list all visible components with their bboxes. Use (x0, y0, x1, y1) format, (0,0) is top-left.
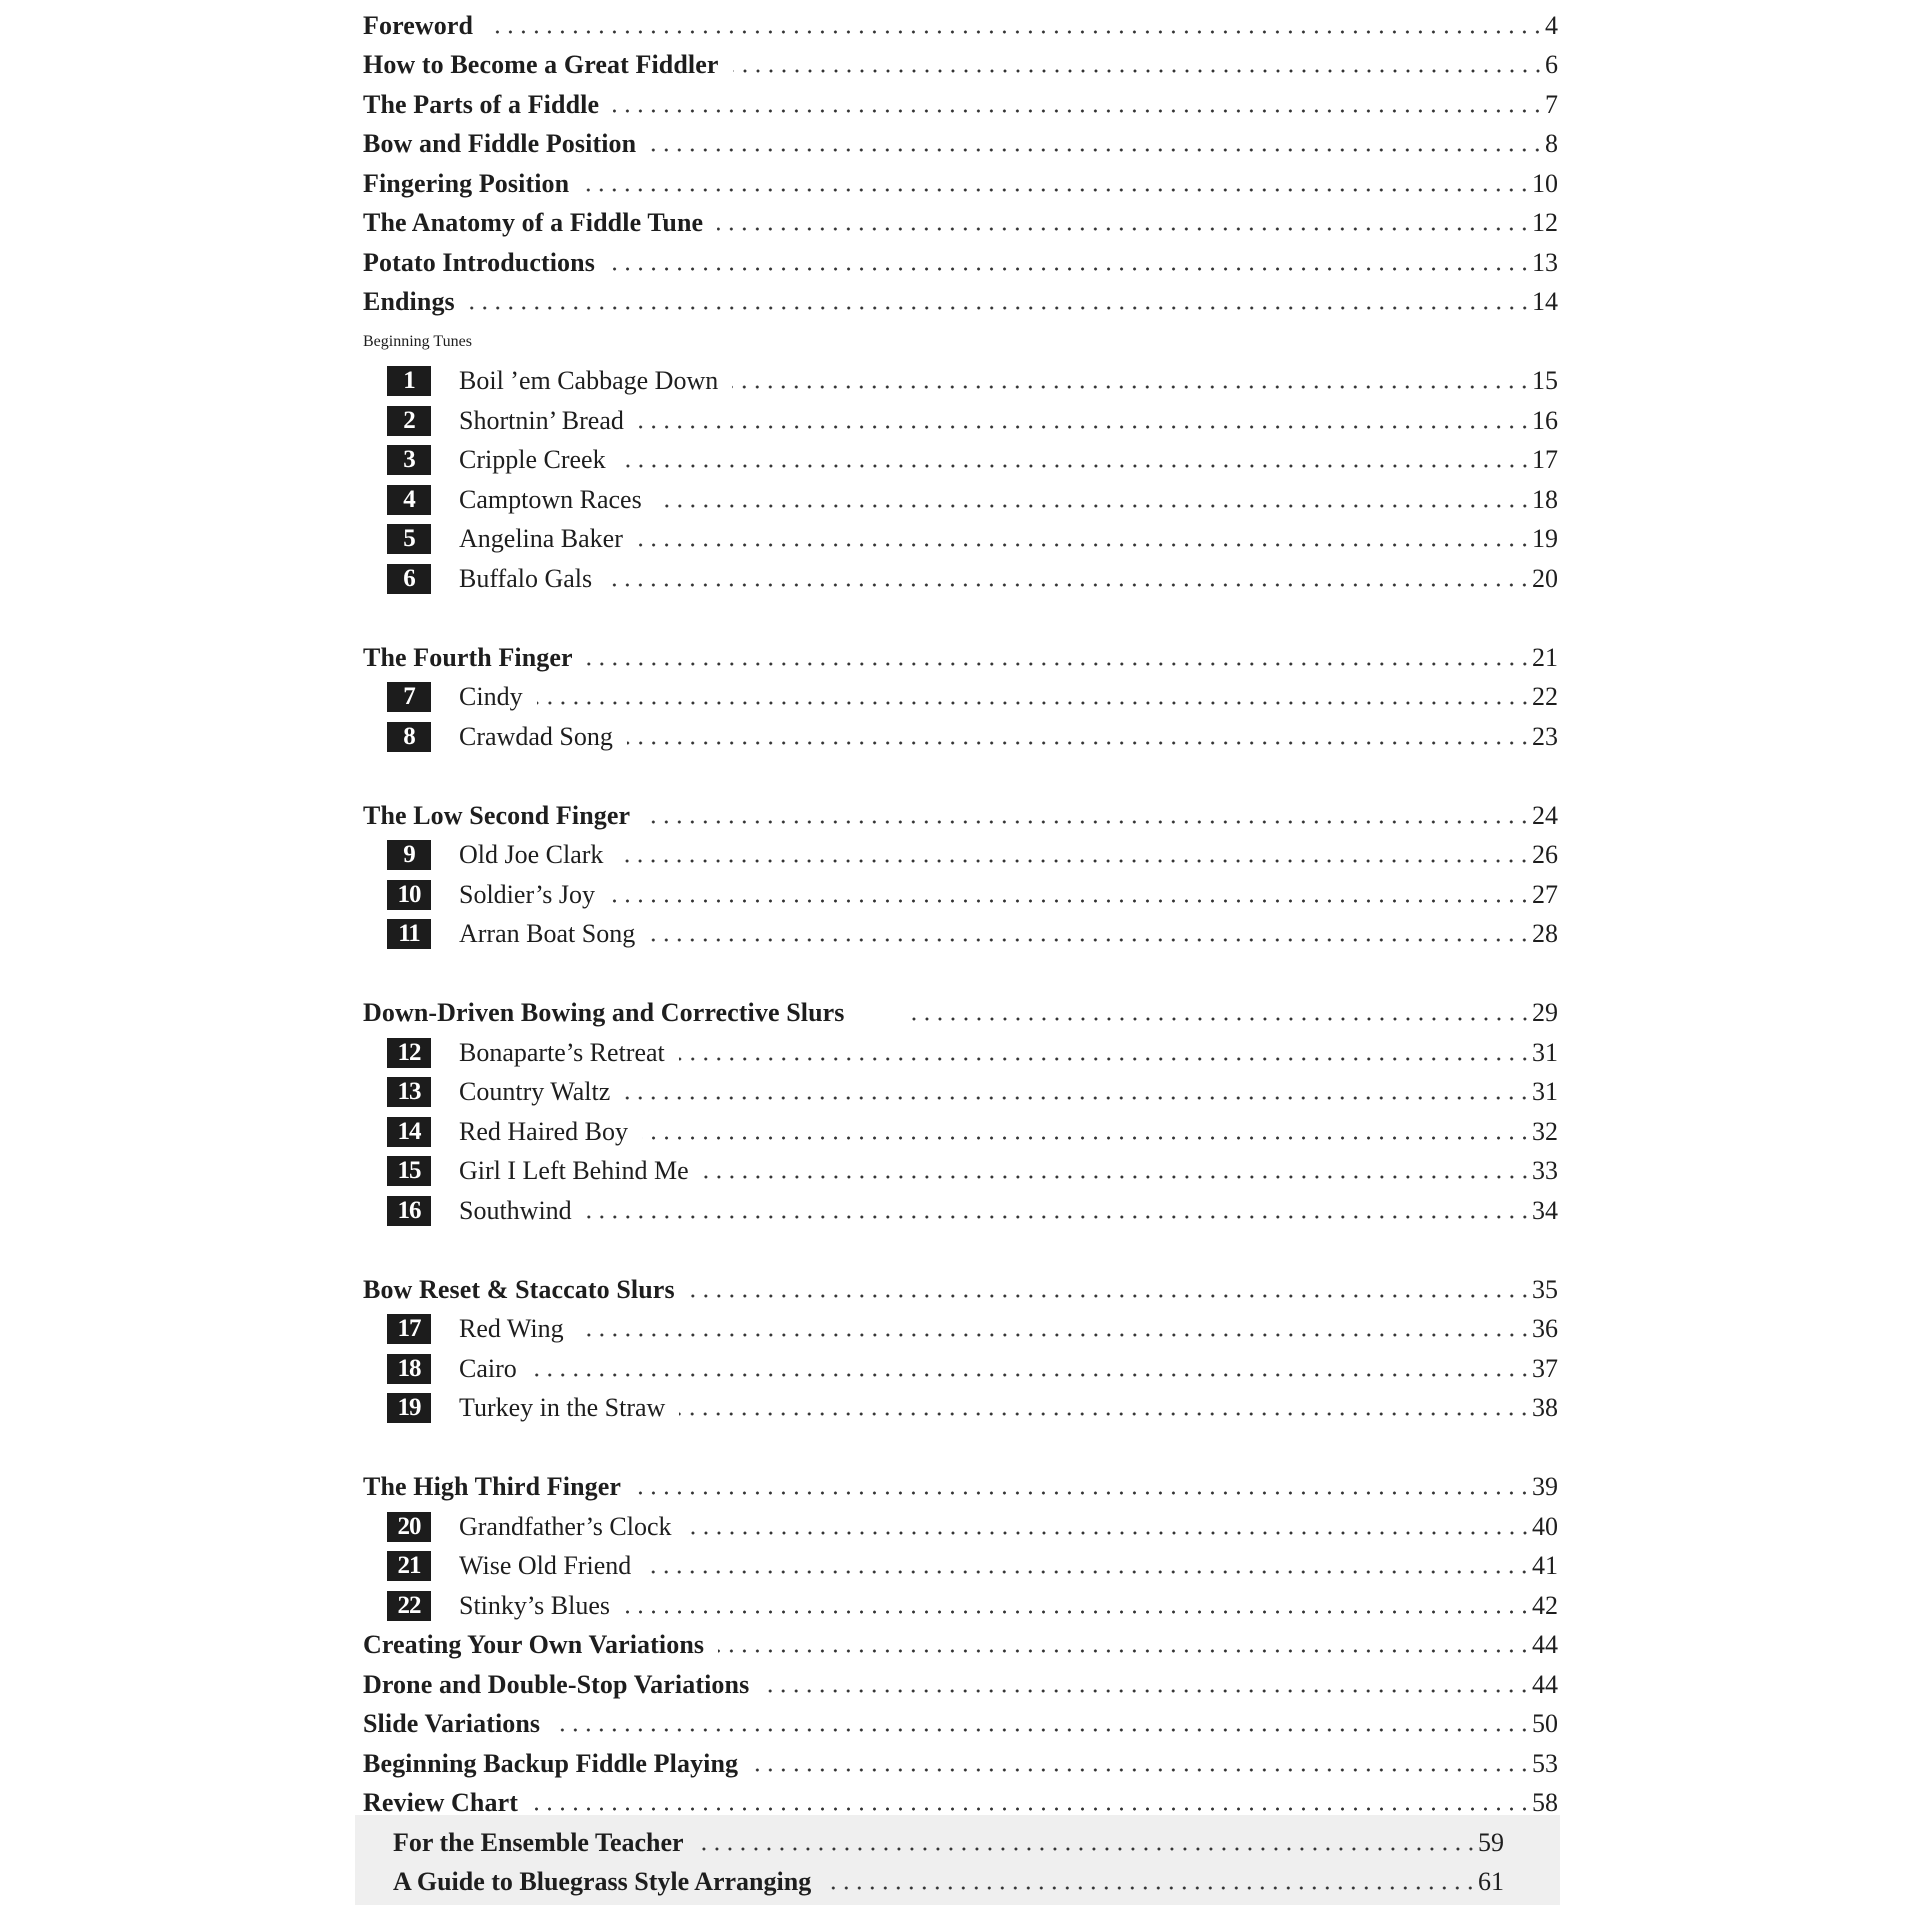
tune-entry[interactable] (363, 1033, 1558, 1073)
page-number: 36 (1532, 1314, 1558, 1344)
tune-entry[interactable] (363, 559, 1558, 599)
dot-leader (606, 582, 1531, 588)
section-heading[interactable] (363, 322, 1558, 362)
entry-title: Bow and Fiddle Position (363, 129, 637, 159)
section-entry[interactable] (363, 283, 1558, 323)
page-number: 14 (1532, 287, 1558, 317)
page-number: 53 (1532, 1748, 1558, 1778)
dot-leader (487, 29, 1544, 35)
dot-leader (656, 503, 1531, 509)
entry-title: The High Third Finger (363, 1472, 622, 1502)
tune-entry[interactable] (363, 1349, 1558, 1389)
page-number: 12 (1532, 208, 1558, 238)
tune-number-badge: 5 (387, 524, 431, 554)
entry-title: Grandfather’s Clock (459, 1511, 672, 1541)
page-number: 22 (1532, 682, 1558, 712)
page-number: 18 (1532, 484, 1558, 514)
tune-entry[interactable] (363, 480, 1558, 520)
dot-leader (686, 1530, 1531, 1536)
tune-number-badge: 22 (387, 1591, 431, 1621)
dot-leader (650, 147, 1544, 153)
entry-title: Girl I Left Behind Me (459, 1156, 689, 1186)
dot-leader (578, 1332, 1531, 1338)
entry-title: Red Wing (459, 1314, 564, 1344)
tune-entry[interactable] (363, 1586, 1558, 1626)
section-entry[interactable] (363, 243, 1558, 283)
dot-leader (698, 1846, 1477, 1852)
page-number: 17 (1532, 445, 1558, 475)
spacer (363, 1428, 1558, 1468)
appendix-entry[interactable] (363, 1863, 1558, 1903)
spacer (363, 954, 1558, 994)
entry-title: Down-Driven Bowing and Corrective Slurs (363, 998, 845, 1028)
tune-number-badge: 10 (387, 880, 431, 910)
page-number: 58 (1532, 1788, 1558, 1818)
entry-title: Endings (363, 287, 455, 317)
entry-title: For the Ensemble Teacher (393, 1827, 684, 1857)
entry-title: Angelina Baker (459, 524, 623, 554)
tune-number-badge: 17 (387, 1314, 431, 1344)
dot-leader (531, 1372, 1531, 1378)
page-number: 4 (1545, 10, 1558, 40)
page-number: 20 (1532, 563, 1558, 593)
dot-leader (752, 1767, 1531, 1773)
page-number: 24 (1532, 800, 1558, 830)
section-entry[interactable] (363, 1468, 1558, 1508)
tune-number-badge: 14 (387, 1117, 431, 1147)
section-entry[interactable] (363, 164, 1558, 204)
table-of-contents (363, 6, 1558, 1902)
entry-title: Creating Your Own Variations (363, 1630, 705, 1660)
section-entry[interactable] (363, 796, 1558, 836)
dot-leader (624, 1609, 1531, 1615)
page-number: 10 (1532, 168, 1558, 198)
dot-leader (905, 1016, 1531, 1022)
tune-number-badge: 16 (387, 1196, 431, 1226)
dot-leader (635, 1490, 1531, 1496)
tune-number-badge: 19 (387, 1393, 431, 1423)
tune-entry[interactable] (363, 1112, 1558, 1152)
dot-leader (624, 1095, 1531, 1101)
section-entry[interactable] (363, 125, 1558, 165)
entry-title: The Fourth Finger (363, 642, 573, 672)
section-entry[interactable] (363, 1665, 1558, 1705)
dot-leader (763, 1688, 1531, 1694)
page-number: 41 (1532, 1551, 1558, 1581)
page-number: 61 (1478, 1867, 1504, 1897)
section-entry[interactable] (363, 1744, 1558, 1784)
section-entry[interactable] (363, 6, 1558, 46)
appendix-entry[interactable] (363, 1823, 1558, 1863)
dot-leader (609, 266, 1531, 272)
tune-entry[interactable] (363, 441, 1558, 481)
dot-leader (679, 1411, 1531, 1417)
dot-leader (586, 1214, 1531, 1220)
dot-leader (613, 108, 1544, 114)
entry-title: The Anatomy of a Fiddle Tune (363, 208, 704, 238)
entry-title: Turkey in the Straw (459, 1393, 666, 1423)
entry-title: The Parts of a Fiddle (363, 89, 600, 119)
entry-title: Camptown Races (459, 484, 642, 514)
tune-entry[interactable] (363, 1507, 1558, 1547)
tune-entry[interactable] (363, 717, 1558, 757)
tune-number-badge: 6 (387, 564, 431, 594)
dot-leader (642, 1135, 1531, 1141)
entry-title: Potato Introductions (363, 247, 595, 277)
page-number: 44 (1532, 1669, 1558, 1699)
section-entry[interactable] (363, 1784, 1558, 1824)
tune-number-badge: 4 (387, 485, 431, 515)
page-number: 7 (1545, 89, 1558, 119)
entry-title: Red Haired Boy (459, 1116, 628, 1146)
page-number: 59 (1478, 1827, 1504, 1857)
tune-entry[interactable] (363, 915, 1558, 955)
page-number: 26 (1532, 840, 1558, 870)
tune-entry[interactable] (363, 875, 1558, 915)
page-number: 34 (1532, 1195, 1558, 1225)
page-number: 28 (1532, 919, 1558, 949)
page-number: 13 (1532, 247, 1558, 277)
entry-title: Country Waltz (459, 1077, 611, 1107)
dot-leader (645, 1569, 1531, 1575)
dot-leader (825, 1885, 1477, 1891)
page-number: 38 (1532, 1393, 1558, 1423)
dot-leader (627, 740, 1531, 746)
section-entry[interactable] (363, 638, 1558, 678)
page-number: 23 (1532, 721, 1558, 751)
dot-leader (679, 1056, 1531, 1062)
entry-title: The Low Second Finger (363, 800, 631, 830)
entry-title: Bow Reset & Staccato Slurs (363, 1274, 675, 1304)
section-entry[interactable] (363, 46, 1558, 86)
section-entry[interactable] (363, 204, 1558, 244)
dot-leader (717, 226, 1531, 232)
dot-leader (649, 937, 1531, 943)
entry-title: Buffalo Gals (459, 563, 593, 593)
entry-title: Southwind (459, 1195, 572, 1225)
tune-entry[interactable] (363, 1547, 1558, 1587)
dot-leader (587, 661, 1531, 667)
tune-entry[interactable] (363, 401, 1558, 441)
page-number: 44 (1532, 1630, 1558, 1660)
page-number: 6 (1545, 50, 1558, 80)
spacer (363, 757, 1558, 797)
dot-leader (583, 187, 1531, 193)
entry-title: Cairo (459, 1353, 517, 1383)
section-entry[interactable] (363, 994, 1558, 1034)
section-entry[interactable] (363, 1626, 1558, 1666)
tune-number-badge: 3 (387, 445, 431, 475)
page-number: 42 (1532, 1590, 1558, 1620)
tune-entry[interactable] (363, 1389, 1558, 1429)
dot-leader (609, 898, 1531, 904)
tune-entry[interactable] (363, 1191, 1558, 1231)
tune-number-badge: 20 (387, 1512, 431, 1542)
entry-title: Fingering Position (363, 168, 570, 198)
dot-leader (733, 68, 1545, 74)
tune-number-badge: 21 (387, 1551, 431, 1581)
entry-title: Bonaparte’s Retreat (459, 1037, 665, 1067)
page-number: 37 (1532, 1353, 1558, 1383)
section-entry[interactable] (363, 1270, 1558, 1310)
tune-number-badge: 7 (387, 682, 431, 712)
page-number: 50 (1532, 1709, 1558, 1739)
dot-leader (617, 858, 1531, 864)
dot-leader (620, 463, 1531, 469)
tune-entry[interactable] (363, 520, 1558, 560)
entry-title: Cripple Creek (459, 445, 606, 475)
spacer (363, 599, 1558, 639)
entry-title: Old Joe Clark (459, 840, 604, 870)
tune-entry[interactable] (363, 1152, 1558, 1192)
tune-number-badge: 2 (387, 406, 431, 436)
dot-leader (638, 424, 1531, 430)
entry-title: Slide Variations (363, 1709, 541, 1739)
entry-title: Beginning Backup Fiddle Playing (363, 1748, 739, 1778)
tune-entry[interactable] (363, 1073, 1558, 1113)
entry-title: Drone and Double-Stop Variations (363, 1669, 750, 1699)
tune-entry[interactable] (363, 678, 1558, 718)
dot-leader (689, 1293, 1531, 1299)
tune-number-badge: 12 (387, 1038, 431, 1068)
page-number: 40 (1532, 1511, 1558, 1541)
page-number: 39 (1532, 1472, 1558, 1502)
tune-entry[interactable] (363, 362, 1558, 402)
dot-leader (718, 1648, 1531, 1654)
entry-title: Cindy (459, 682, 523, 712)
dot-leader (532, 1806, 1531, 1812)
page-number: 29 (1532, 998, 1558, 1028)
tune-entry[interactable] (363, 1310, 1558, 1350)
tune-number-badge: 9 (387, 840, 431, 870)
section-entry[interactable] (363, 1705, 1558, 1745)
entry-title: How to Become a Great Fiddler (363, 50, 719, 80)
entry-title: Shortnin’ Bread (459, 405, 624, 435)
page-number: 32 (1532, 1116, 1558, 1146)
dot-leader (537, 700, 1531, 706)
page-number: 33 (1532, 1156, 1558, 1186)
entry-title: Beginning Tunes (363, 332, 472, 350)
tune-number-badge: 13 (387, 1077, 431, 1107)
tune-number-badge: 18 (387, 1354, 431, 1384)
page-number: 21 (1532, 642, 1558, 672)
tune-entry[interactable] (363, 836, 1558, 876)
entry-title: Soldier’s Joy (459, 879, 596, 909)
page-number: 31 (1532, 1037, 1558, 1067)
dot-leader (703, 1174, 1531, 1180)
dot-leader (554, 1727, 1531, 1733)
dot-leader (644, 819, 1531, 825)
page-number: 31 (1532, 1077, 1558, 1107)
entry-title: A Guide to Bluegrass Style Arranging (393, 1867, 812, 1897)
tune-number-badge: 11 (387, 919, 431, 949)
entry-title: Foreword (363, 10, 474, 40)
dot-leader (637, 542, 1531, 548)
page-number: 16 (1532, 405, 1558, 435)
tune-number-badge: 8 (387, 722, 431, 752)
entry-title: Boil ’em Cabbage Down (459, 366, 719, 396)
page-number: 19 (1532, 524, 1558, 554)
entry-title: Review Chart (363, 1788, 518, 1818)
page-number: 8 (1545, 129, 1558, 159)
entry-title: Crawdad Song (459, 721, 613, 751)
tune-number-badge: 1 (387, 366, 431, 396)
tune-number-badge: 15 (387, 1156, 431, 1186)
dot-leader (732, 384, 1531, 390)
section-entry[interactable] (363, 85, 1558, 125)
page-number: 35 (1532, 1274, 1558, 1304)
spacer (363, 1231, 1558, 1271)
entry-title: Arran Boat Song (459, 919, 636, 949)
dot-leader (469, 305, 1531, 311)
entry-title: Stinky’s Blues (459, 1590, 610, 1620)
page-number: 15 (1532, 366, 1558, 396)
entry-title: Wise Old Friend (459, 1551, 632, 1581)
page-number: 27 (1532, 879, 1558, 909)
